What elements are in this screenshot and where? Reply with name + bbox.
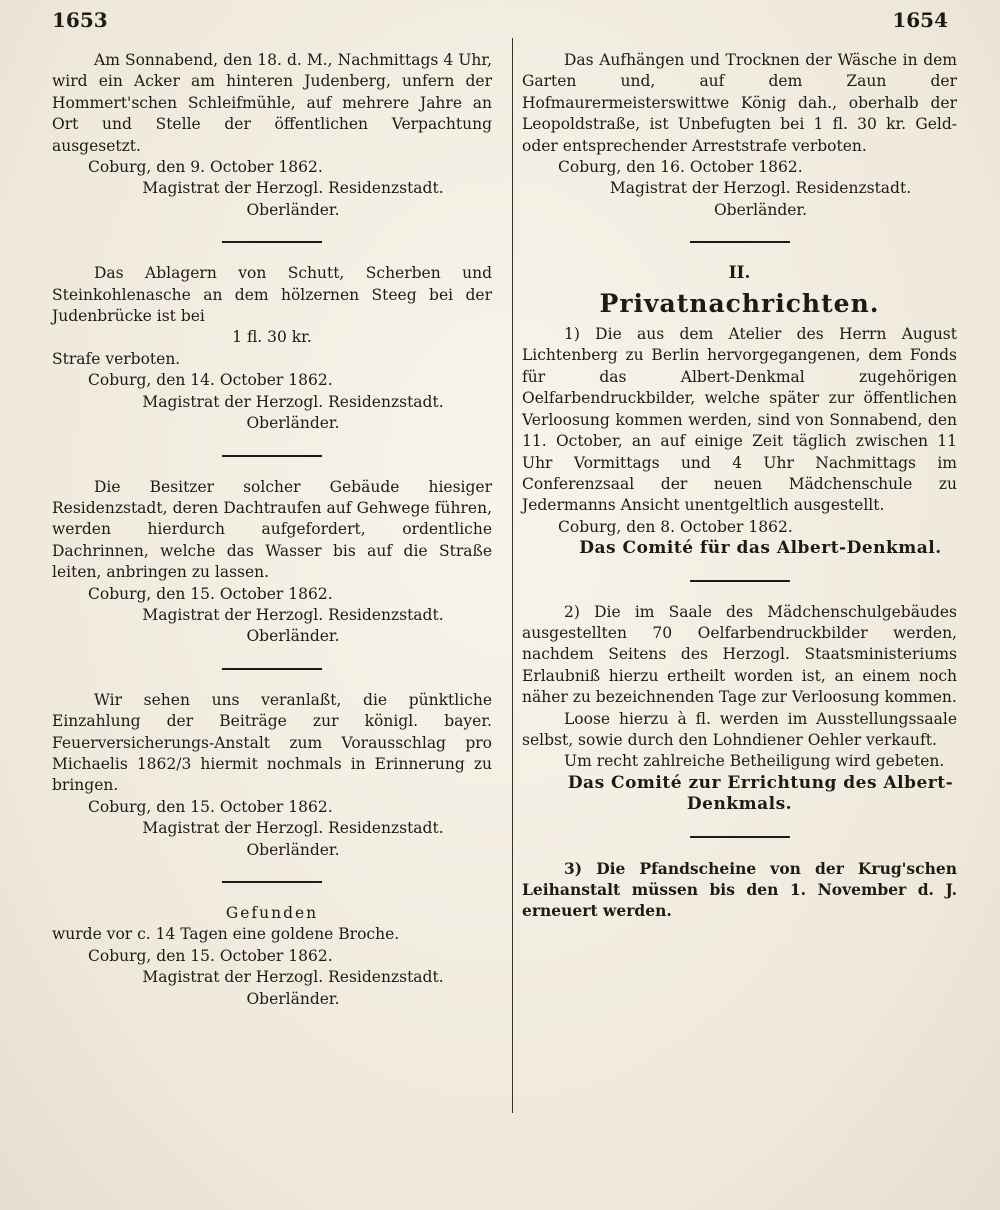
notice-authority: Magistrat der Herzogl. Residenzstadt. [142, 968, 444, 987]
notice-laundry-ban [522, 50, 957, 221]
notice-date: Coburg, den 16. October 1862. [558, 158, 803, 177]
item-lottery [522, 602, 957, 816]
notice-rubble-ban [52, 263, 492, 434]
item-pawn-tickets [522, 858, 957, 922]
separator-rule [690, 241, 790, 243]
notice-text: Das Aufhängen und Trocknen der Wäsche in dem Garten und, auf dem Zaun der Hofmaurermeisterswittwe König dah., oberhalb der Leopoldstraße, ist Unbefugten bei 1 fl. 30 kr. Geld- oder entsprechender Arreststrafe verboten. [522, 51, 957, 155]
item-text: 3) Die Pfandscheine von der Krug'schen Leihanstalt müssen bis den 1. November d. J. erneuert werden. [522, 858, 957, 921]
notice-signer: Oberländer. [246, 989, 340, 1008]
item-date: Coburg, den 8. October 1862. [558, 517, 793, 536]
notice-gutters [52, 477, 492, 648]
notice-field-lease [52, 50, 492, 221]
notice-text: Am Sonnabend, den 18. d. M., Nachmittags 4 Uhr, wird ein Acker am hinteren Judenberg, unfern der Hommert'schen Schleifmühle, auf mehrere Jahre an Ort und Stelle der öffentlichen Verpachtung ausgesetzt. [52, 51, 492, 155]
left-column [52, 50, 492, 1010]
fine-amount: 1 fl. 30 kr. [232, 328, 312, 347]
page-number-left: 1653 [52, 8, 108, 32]
notice-authority: Magistrat der Herzogl. Residenzstadt. [142, 605, 444, 624]
notice-authority: Magistrat der Herzogl. Residenzstadt. [142, 179, 444, 198]
notice-found-item [52, 903, 492, 1010]
separator-rule [222, 455, 322, 457]
notice-authority: Magistrat der Herzogl. Residenzstadt. [142, 392, 444, 411]
separator-rule [222, 668, 322, 670]
notice-date: Coburg, den 15. October 1862. [88, 946, 333, 965]
notice-text-end: Strafe verboten. [52, 349, 181, 368]
separator-rule [222, 241, 322, 243]
notice-signer: Oberländer. [246, 200, 340, 219]
column-divider [512, 38, 513, 1113]
separator-rule [690, 836, 790, 838]
notice-date: Coburg, den 15. October 1862. [88, 584, 333, 603]
notice-signer: Oberländer. [246, 627, 340, 646]
item-text: 1) Die aus dem Atelier des Herrn August Lichtenberg zu Berlin hervorgegangenen, dem Fonds für das Albert-Denkmal zugehörigen Oelfarbendruckbilder, welche später zur öffentlichen Verloosung kommen werden, sind von Sonnabend, den 11. October, an auf einige Zeit täglich zwischen 11 Uhr Vormittags und 4 Uhr Nachmittags im Conferenzsaal der neuen Mädchenschule zu Jedermanns Ansicht unentgeltlich ausgestellt. [522, 325, 957, 515]
notice-date: Coburg, den 15. October 1862. [88, 797, 333, 816]
item-text: 2) Die im Saale des Mädchenschulgebäudes ausgestellten 70 Oelfarbendruckbilder werden, nachdem Seitens des Herzogl. Staatsministeriums Erlaubniß hierzu ertheilt worden ist, an einem noch näher zu bezeichnenden Tage zur Verloosung kommen. [522, 602, 957, 707]
notice-date: Coburg, den 9. October 1862. [88, 158, 323, 177]
item-appeal: Um recht zahlreiche Betheiligung wird gebeten. [564, 752, 945, 771]
notice-signer: Oberländer. [246, 414, 340, 433]
notice-fire-insurance [52, 690, 492, 861]
item-text-2: Loose hierzu à fl. werden im Ausstellungssaale selbst, sowie durch den Lohndiener Oehler verkauft. [522, 709, 957, 749]
item-signature: Das Comité zur Errichtung des Albert-Denkmals. [567, 772, 954, 815]
notice-signer: Oberländer. [246, 840, 340, 859]
section-number: II. [728, 263, 751, 284]
notice-text: Das Ablagern von Schutt, Scherben und Steinkohlenasche an dem hölzernen Steeg bei der Judenbrücke ist bei [52, 264, 492, 326]
notice-date: Coburg, den 14. October 1862. [88, 371, 333, 390]
item-signature: Das Comité für das Albert-Denkmal. [579, 538, 942, 559]
right-column [522, 50, 957, 922]
item-exhibition [522, 324, 957, 559]
separator-rule [690, 580, 790, 582]
notice-authority: Magistrat der Herzogl. Residenzstadt. [609, 179, 912, 198]
notice-heading: Gefunden [225, 904, 319, 922]
notice-authority: Magistrat der Herzogl. Residenzstadt. [142, 819, 444, 838]
section-title: Privatnachrichten. [599, 288, 880, 318]
notice-text: Wir sehen uns veranlaßt, die pünktliche Einzahlung der Beiträge zur königl. bayer. Feuerversicherungs-Anstalt zum Vorausschlag pro Michaelis 1862/3 hiermit nochmals in Erinnerung zu bringen. [52, 690, 492, 795]
notice-text: wurde vor c. 14 Tagen eine goldene Broche. [52, 925, 400, 944]
notice-text: Die Besitzer solcher Gebäude hiesiger Residenzstadt, deren Dachtraufen auf Gehwege führen, werden hierdurch aufgefordert, ordentliche Dachrinnen, welche das Wasser bis auf die Straße leiten, anbringen zu lassen. [52, 477, 492, 582]
separator-rule [222, 881, 322, 883]
notice-signer: Oberländer. [713, 200, 808, 219]
page-number-right: 1654 [892, 8, 948, 32]
